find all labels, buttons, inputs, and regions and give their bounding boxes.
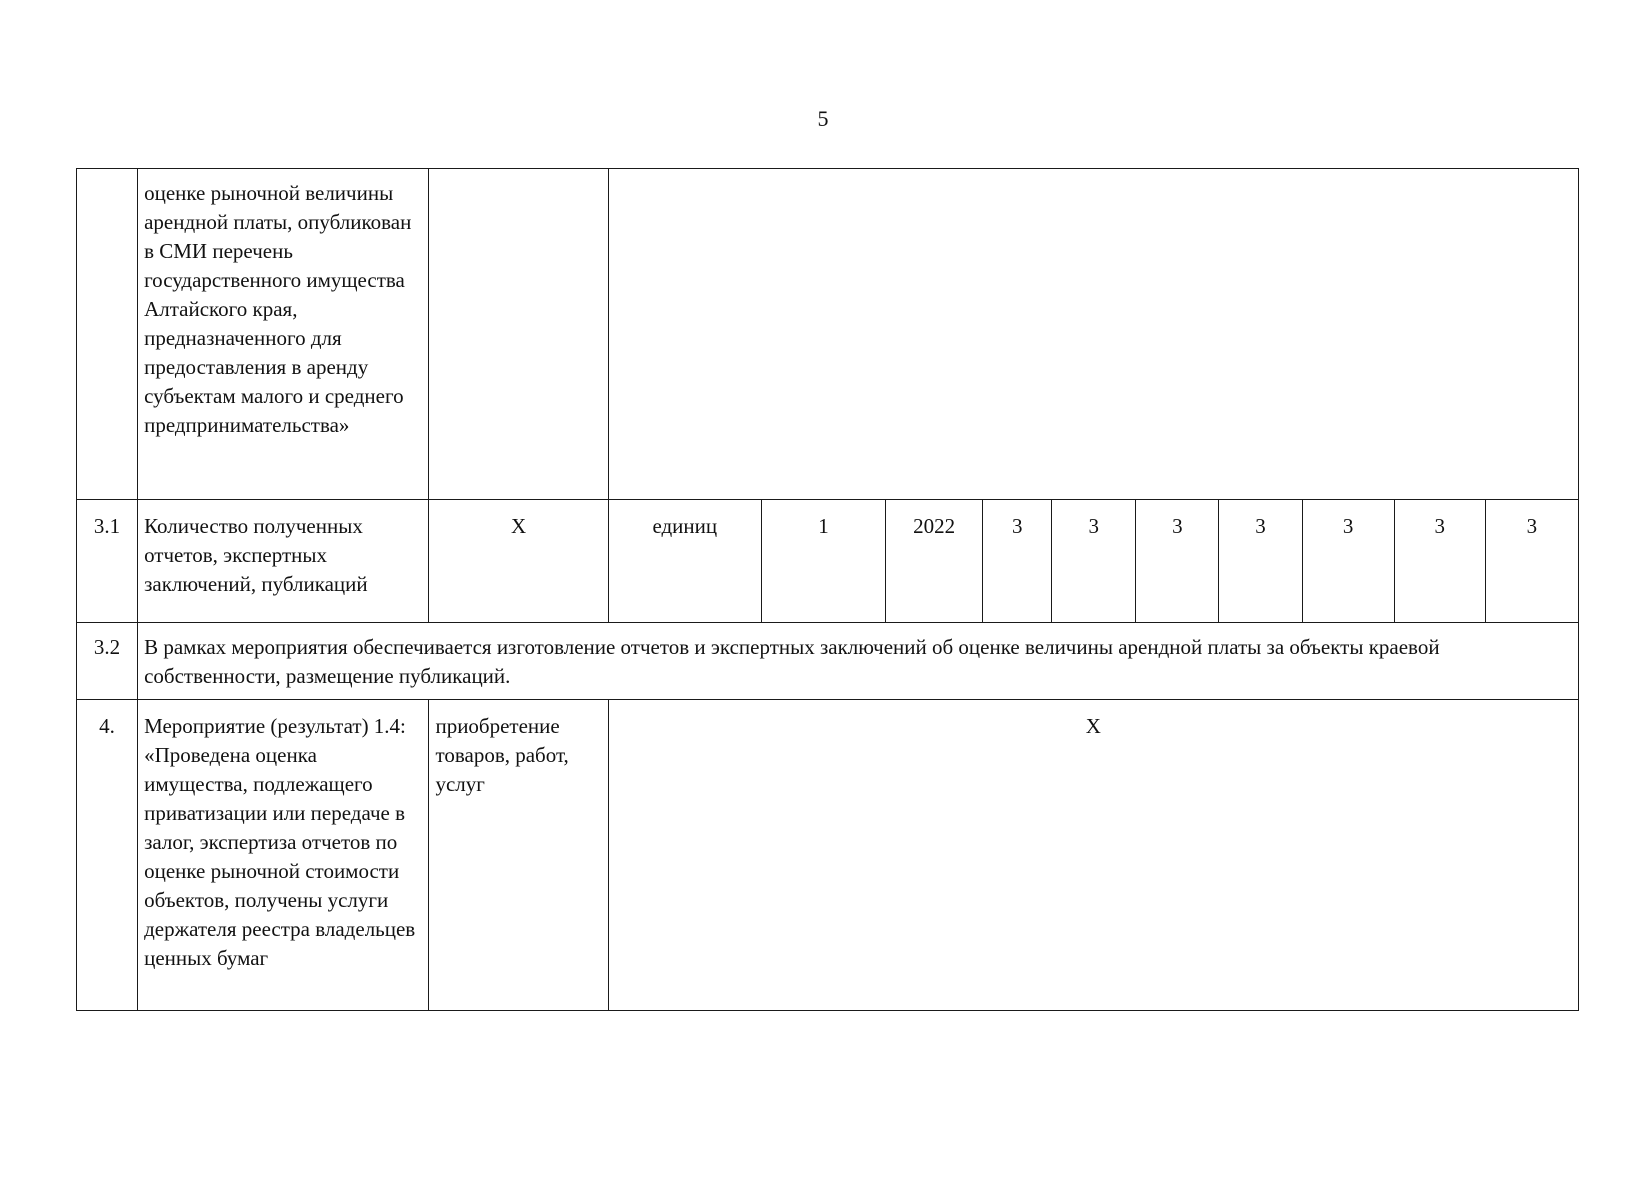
year-value-cell: 3 — [1302, 500, 1394, 623]
year-value-cell: 3 — [1219, 500, 1302, 623]
unit-cell: единиц — [608, 500, 761, 623]
page-number: 5 — [817, 106, 829, 131]
table-row — [77, 623, 1579, 700]
description-cell: В рамках мероприятия обеспечивается изготовление отчетов и экспертных заключений об оценке величины арендной платы за объекты краевой собственности, размещение публикаций. — [138, 623, 1579, 700]
base-value-cell: 1 — [761, 500, 885, 623]
year-value-cell: 3 — [1394, 500, 1485, 623]
type-cell: приобретение товаров, работ, услуг — [429, 700, 608, 1011]
year-value-cell: 3 — [1485, 500, 1578, 623]
table-row — [77, 169, 1579, 500]
document-table — [76, 168, 1579, 1011]
merged-values-cell — [608, 169, 1578, 500]
merged-values-cell: Х — [608, 700, 1578, 1011]
indicator-name-cell: Мероприятие (результат) 1.4: «Проведена оценка имущества, подлежащего приватизации или передаче в залог, экспертиза отчетов по оценке рыночной стоимости объектов, получены услуги держателя реестра владельцев ценных бумаг — [138, 700, 429, 1011]
row-number-cell — [77, 169, 138, 500]
row-number-cell: 3.2 — [77, 623, 138, 700]
year-value-cell: 3 — [1052, 500, 1136, 623]
type-cell: Х — [429, 500, 608, 623]
year-value-cell: 3 — [983, 500, 1052, 623]
row-number-cell: 4. — [77, 700, 138, 1011]
table-row — [77, 700, 1579, 1011]
table-row — [77, 500, 1579, 623]
row-number-cell: 3.1 — [77, 500, 138, 623]
indicator-name-cell: оценке рыночной величины арендной платы, опубликован в СМИ перечень государственного имущества Алтайского края, предназначенного для предоставления в аренду субъектам малого и среднего предпринимательства» — [138, 169, 429, 500]
type-cell — [429, 169, 608, 500]
indicator-name-cell: Количество полученных отчетов, экспертных заключений, публикаций — [138, 500, 429, 623]
base-year-cell: 2022 — [886, 500, 983, 623]
year-value-cell: 3 — [1136, 500, 1219, 623]
